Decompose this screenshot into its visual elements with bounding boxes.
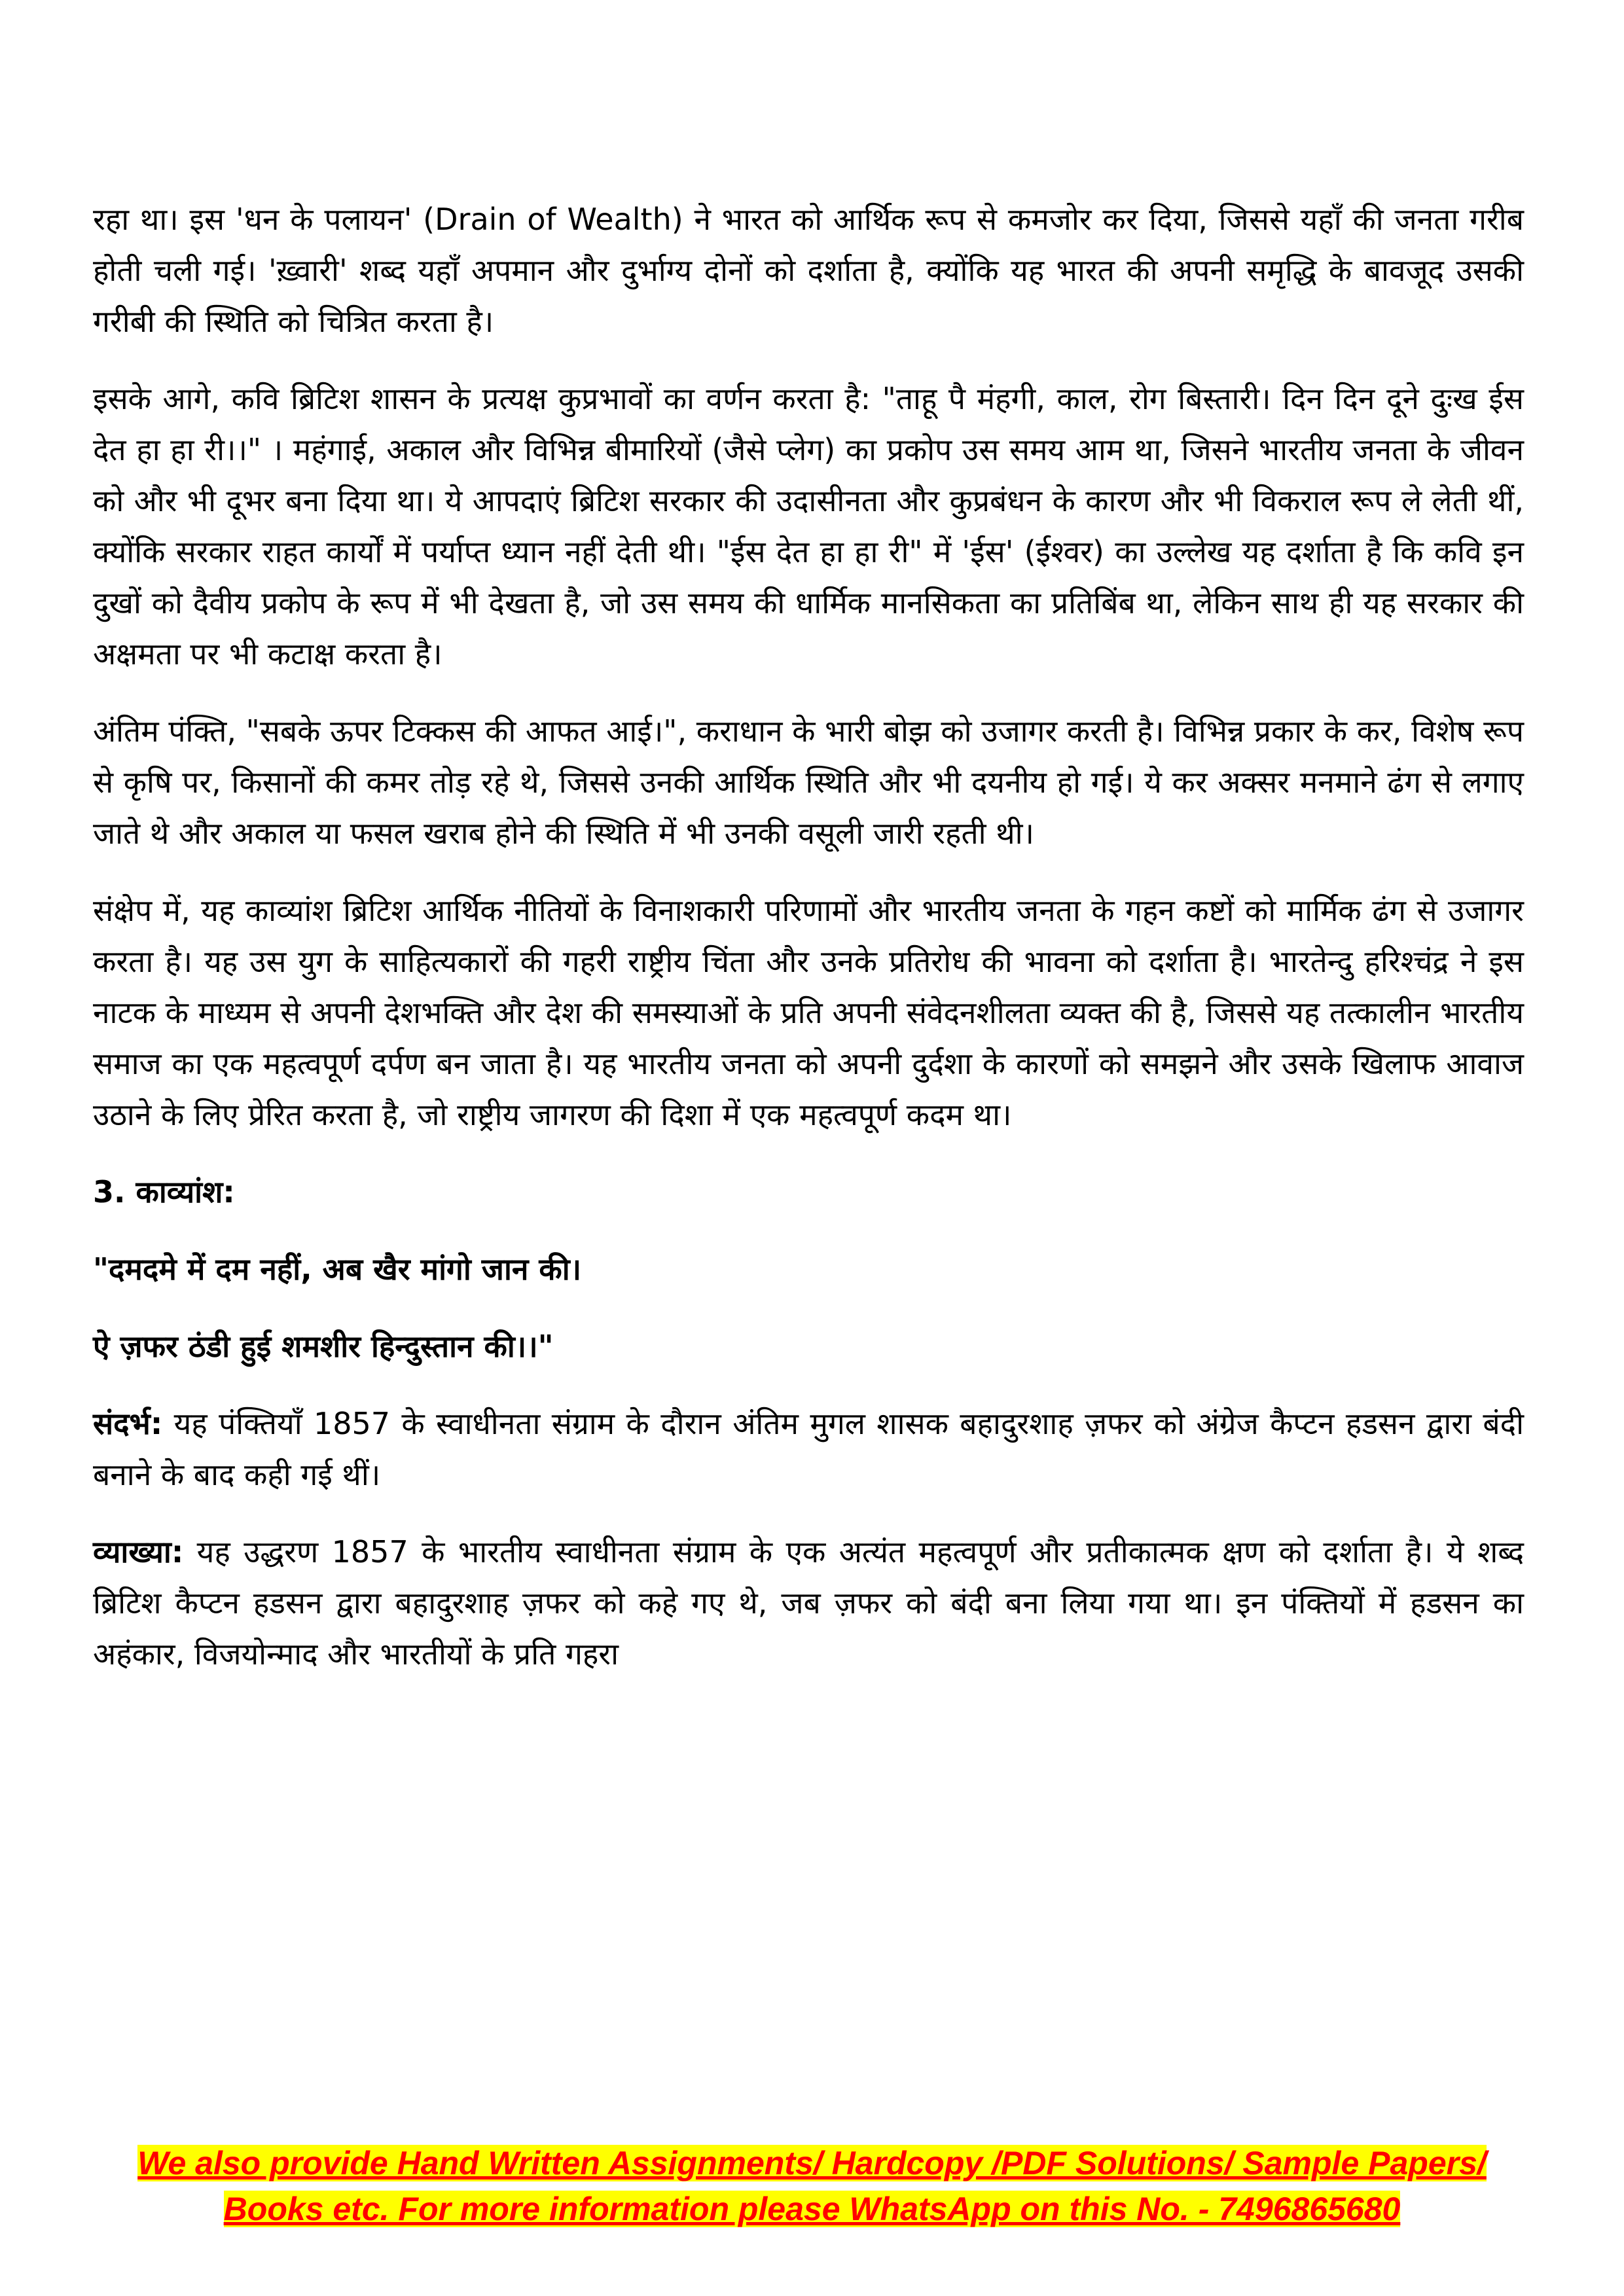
paragraph-summary: संक्षेप में, यह काव्यांश ब्रिटिश आर्थिक नीतियों के विनाशकारी परिणामों और भारतीय जनता के गहन कष्टों को मार्मिक ढंग से उजागर करता है। यह उस युग के साहित्यकारों की गहरी राष्ट्रीय चिंता और उनके प्रतिरोध की भावना को दर्शाता है। भारतेन्दु हरिश्चंद्र ने इस नाटक के माध्यम से अपनी देशभक्ति और देश की समस्याओं के प्रति अपनी संवेदनशीलता व्यक्त की है, जिससे यह तत्कालीन भारतीय समाज का एक महत्वपूर्ण दर्पण बन जाता है। यह भारतीय जनता को अपनी दुर्दशा के कारणों को समझने और उसके खिलाफ आवाज उठाने के लिए प्रेरित करता है, जो राष्ट्रीय जागरण की दिशा में एक महत्वपूर्ण कदम था। [93, 893, 1524, 1132]
footer-notice [0, 2140, 1624, 2232]
document-body [93, 194, 1524, 1706]
explanation-text: यह उद्धरण 1857 के भारतीय स्वाधीनता संग्राम के एक अत्यंत महत्वपूर्ण और प्रतीकात्मक क्षण को दर्शाता है। ये शब्द ब्रिटिश कैप्टन हडसन द्वारा बहादुरशाह ज़फर को कहे गए थे, जब ज़फर को बंदी बना लिया गया था। इन पंक्तियों में हडसन का अहंकार, विजयोन्माद और भारतीयों के प्रति गहरा [93, 1534, 1524, 1672]
paragraph-british-misrule: इसके आगे, कवि ब्रिटिश शासन के प्रत्यक्ष कुप्रभावों का वर्णन करता है: "ताहू पै मंहगी, काल, रोग बिस्तारी। दिन दिन दूने दुःख ईस देत हा हा री।।" । महंगाई, अकाल और विभिन्न बीमारियों (जैसे प्लेग) का प्रकोप उस समय आम था, जिसने भारतीय जनता के जीवन को और भी दूभर बना दिया था। ये आपदाएं ब्रिटिश सरकार की उदासीनता और कुप्रबंधन के कारण और भी विकराल रूप ले लेती थीं, क्योंकि सरकार राहत कार्यों में पर्याप्त ध्यान नहीं देती थी। "ईस देत हा हा री" में 'ईस' (ईश्वर) का उल्लेख यह दर्शाता है कि कवि इन दुखों को दैवीय प्रकोप के रूप में भी देखता है, जो उस समय की धार्मिक मानसिकता का प्रतिबिंब था, लेकिन साथ ही यह सरकार की अक्षमता पर भी कटाक्ष करता है। [93, 381, 1524, 672]
explanation-label: व्याख्या: [93, 1534, 184, 1570]
paragraph-drain-of-wealth: रहा था। इस 'धन के पलायन' (Drain of Wealth) ने भारत को आर्थिक रूप से कमजोर कर दिया, जिससे यहाँ की जनता गरीब होती चली गई। 'ख़्वारी' शब्द यहाँ अपमान और दुर्भाग्य दोनों को दर्शाता है, क्योंकि यह भारत की अपनी समृद्धि के बावजूद उसकी गरीबी की स्थिति को चित्रित करता है। [93, 202, 1524, 339]
paragraph-taxation: अंतिम पंक्ति, "सबके ऊपर टिक्कस की आफत आई।", कराधान के भारी बोझ को उजागर करती है। विभिन्न प्रकार के कर, विशेष रूप से कृषि पर, किसानों की कमर तोड़ रहे थे, जिससे उनकी आर्थिक स्थिति और भी दयनीय हो गई। ये कर अक्सर मनमाने ढंग से लगाए जाते थे और अकाल या फसल खराब होने की स्थिति में भी उनकी वसूली जारी रहती थी। [93, 713, 1524, 851]
verse-line-1: "दमदमे में दम नहीं, अब खैर मांगो जान की। [93, 1251, 582, 1287]
footer-line-2: Books etc. For more information please WhatsApp on this No. - 7496865680 [223, 2191, 1401, 2227]
footer-line-1: We also provide Hand Written Assignments/ Hardcopy /PDF Solutions/ Sample Papers/ [137, 2145, 1487, 2181]
explanation-paragraph [93, 1526, 1524, 1679]
context-text: यह पंक्तियाँ 1857 के स्वाधीनता संग्राम के दौरान अंतिम मुगल शासक बहादुरशाह ज़फर को अंग्रेज कैप्टन हडसन द्वारा बंदी बनाने के बाद कही गई थीं। [93, 1406, 1524, 1492]
context-label: संदर्भ: [93, 1406, 163, 1441]
verse-line-2: ऐ ज़फर ठंडी हुई शमशीर हिन्दुस्तान की।।" [93, 1329, 554, 1364]
context-paragraph [93, 1398, 1524, 1500]
section-heading: 3. काव्यांश: [93, 1174, 235, 1210]
